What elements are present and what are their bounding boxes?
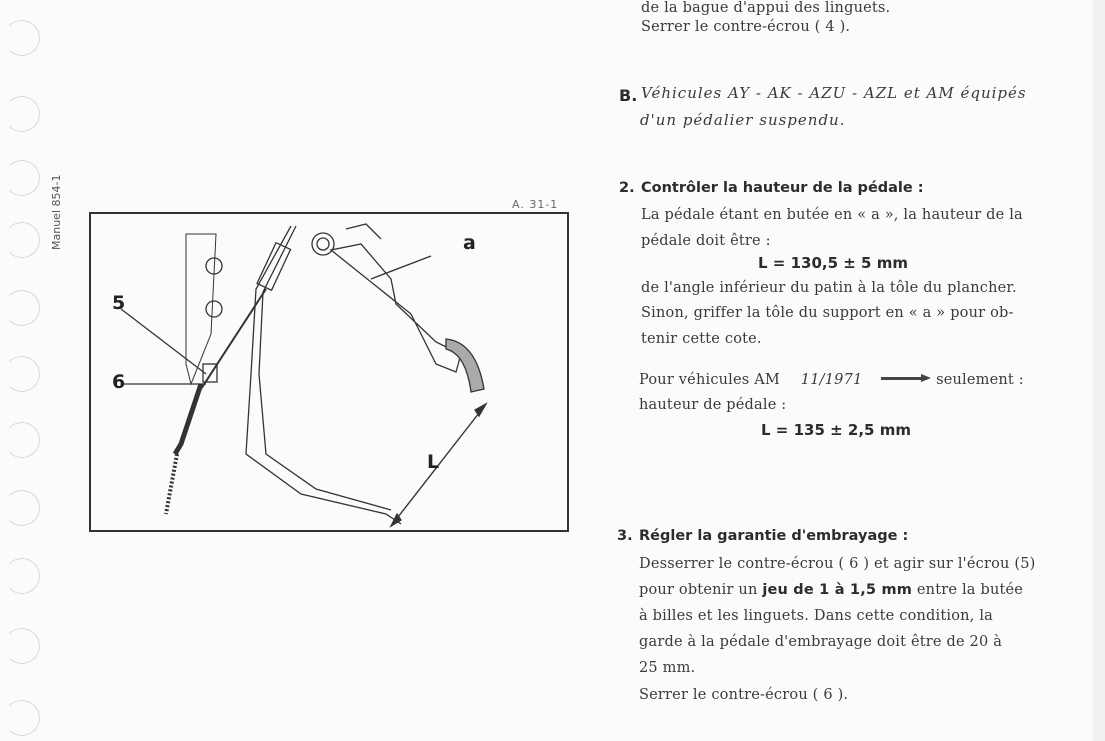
text-line: Sinon, griffer la tôle du support en « a » pour ob-: [641, 305, 1014, 321]
label-5: 5: [112, 292, 126, 314]
text-part: entre la butée: [916, 582, 1024, 598]
text-line: tenir cette cote.: [641, 331, 762, 347]
step-title: Contrôler la hauteur de la pédale :: [641, 180, 924, 196]
figure-reference: A. 31-1: [512, 198, 559, 211]
text-line: pédale doit être :: [641, 233, 771, 249]
note-prefix: Pour véhicules AM: [639, 372, 780, 388]
binder-hole: [4, 422, 40, 458]
binder-hole: [4, 96, 40, 132]
pedal-illustration: [91, 214, 567, 530]
text-line: hauteur de pédale :: [639, 397, 787, 413]
step-number: 2.: [619, 180, 635, 196]
text-line: La pédale étant en butée en « a », la hauteur de la: [641, 207, 1023, 223]
text-line: [639, 582, 1023, 598]
page-edge: [1093, 0, 1105, 741]
binder-hole: [4, 628, 40, 664]
section-letter: B.: [619, 86, 638, 105]
note-date: 11/1971: [800, 372, 863, 388]
text-line: de l'angle inférieur du patin à la tôle du plancher.: [641, 280, 1017, 296]
text-line: [639, 372, 1024, 388]
pedal-figure: [89, 212, 569, 532]
manual-number: Manuel 854-1: [50, 174, 63, 250]
section-title: Véhicules AY - AK - AZU - AZL et AM équipés: [641, 84, 1027, 102]
label-a: a: [463, 232, 476, 254]
text-line: Serrer le contre-écrou ( 4 ).: [641, 19, 851, 35]
text-line: Desserrer le contre-écrou ( 6 ) et agir sur l'écrou (5): [639, 556, 1036, 572]
step-number: 3.: [617, 528, 633, 544]
formula: L = 135 ± 2,5 mm: [761, 421, 911, 439]
text-line: garde à la pédale d'embrayage doit être de 20 à: [639, 634, 1003, 650]
label-L: L: [427, 451, 440, 473]
binder-hole: [4, 490, 40, 526]
binder-hole: [4, 558, 40, 594]
label-6: 6: [112, 371, 126, 393]
note-suffix: seulement :: [936, 372, 1024, 388]
binder-hole: [4, 20, 40, 56]
binder-hole: [4, 700, 40, 736]
binder-hole: [4, 160, 40, 196]
arrow-right-icon: [881, 377, 927, 380]
step-title: Régler la garantie d'embrayage :: [639, 528, 909, 544]
leader-a: [371, 256, 431, 279]
text-line: de la bague d'appui des linguets.: [641, 0, 891, 16]
play-value: jeu de 1 à 1,5 mm: [762, 582, 913, 598]
section-title: d'un pédalier suspendu.: [640, 111, 846, 129]
formula: L = 130,5 ± 5 mm: [758, 254, 908, 272]
binder-hole: [4, 290, 40, 326]
text-part: pour obtenir un: [639, 582, 758, 598]
binder-hole: [4, 356, 40, 392]
text-line: 25 mm.: [639, 660, 696, 676]
text-line: à billes et les linguets. Dans cette condition, la: [639, 608, 994, 624]
binder-hole: [4, 222, 40, 258]
text-line: Serrer le contre-écrou ( 6 ).: [639, 687, 849, 703]
leader-5: [121, 309, 206, 374]
